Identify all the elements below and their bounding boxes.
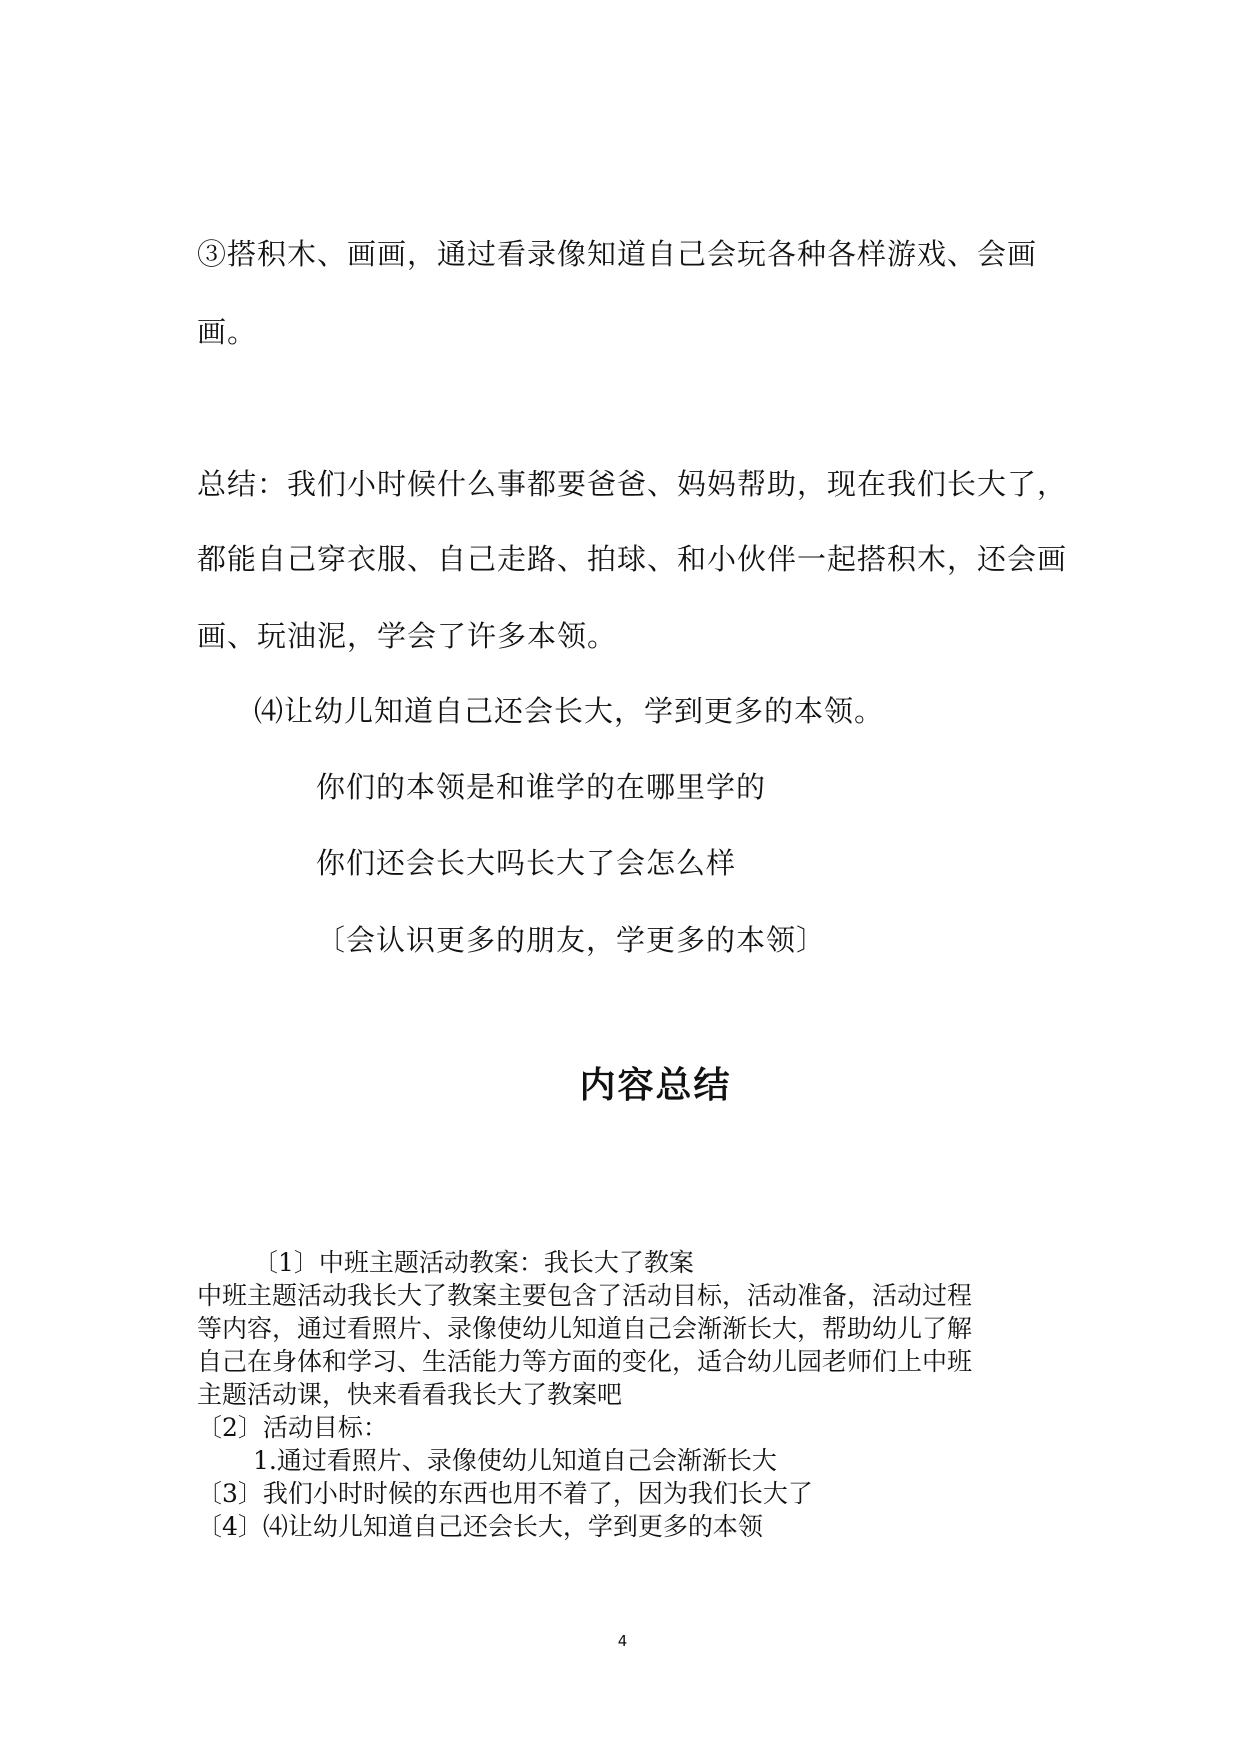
summary-item-1-para-line-2: 等内容，通过看照片、录像使幼儿知道自己会渐渐长大，帮助幼儿了解 [197, 1314, 973, 1343]
conclusion-line-2: 都能自己穿衣服、自己走路、拍球、和小伙伴一起搭积木，还会画 [197, 542, 1068, 576]
question-2: 你们还会长大吗长大了会怎么样 [316, 846, 737, 880]
summary-item-3: 〔3〕我们小时时候的东西也用不着了，因为我们长大了 [197, 1479, 813, 1508]
conclusion-line-1: 总结：我们小时候什么事都要爸爸、妈妈帮助，现在我们长大了， [197, 467, 1068, 501]
summary-item-1-para-line-3: 自己在身体和学习、生活能力等方面的变化，适合幼儿园老师们上中班 [197, 1347, 973, 1376]
answer-line: 〔会认识更多的朋友，学更多的本领〕 [316, 923, 827, 957]
summary-item-4: 〔4〕⑷让幼儿知道自己还会长大，学到更多的本领 [197, 1512, 763, 1541]
summary-item-1-para-line-1: 中班主题活动我长大了教案主要包含了活动目标，活动准备，活动过程 [197, 1281, 973, 1310]
step4-heading: ⑷让幼儿知道自己还会长大，学到更多的本领。 [254, 694, 885, 728]
summary-item-1-para-line-4: 主题活动课，快来看看我长大了教案吧 [197, 1380, 623, 1409]
question-1: 你们的本领是和谁学的在哪里学的 [316, 770, 767, 804]
summary-title: 内容总结 [579, 1065, 732, 1106]
summary-item-2: 〔2〕活动目标： [197, 1413, 388, 1442]
page-number: 4 [617, 1632, 628, 1650]
step3-line-2: 画。 [197, 315, 258, 349]
summary-item-2-sub: 1.通过看照片、录像使幼儿知道自己会渐渐长大 [253, 1446, 777, 1475]
conclusion-line-3: 画、玩油泥，学会了许多本领。 [197, 619, 618, 653]
step3-line-1: ③搭积木、画画，通过看录像知道自己会玩各种各样游戏、会画 [197, 237, 1038, 271]
summary-item-1-heading: 〔1〕中班主题活动教案：我长大了教案 [253, 1248, 694, 1277]
